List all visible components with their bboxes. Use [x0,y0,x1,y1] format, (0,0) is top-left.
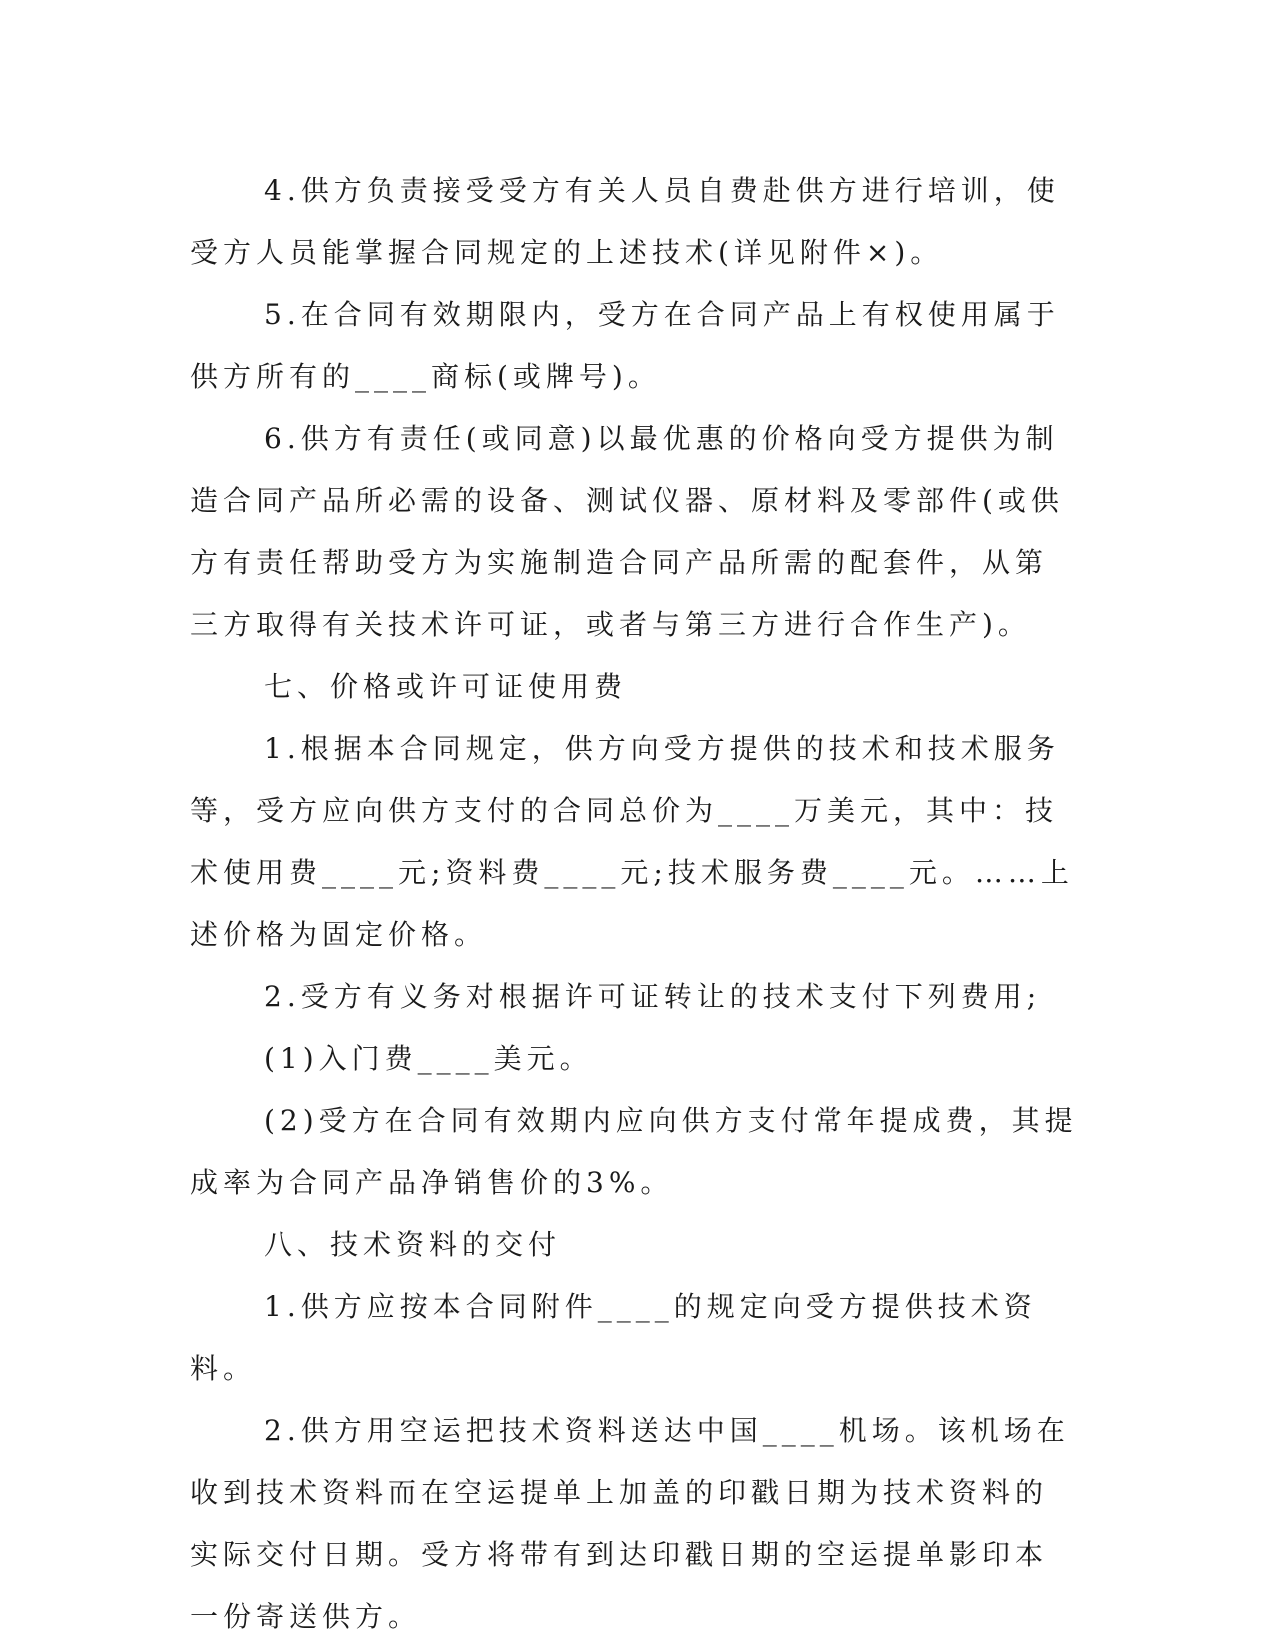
clause-7-1-total-price: 1.根据本合同规定，供方向受方提供的技术和技术服务等，受方应向供方支付的合同总价为____万美元，其中：技术使用费____元;资料费____元;技术服务费____元。……上述价格为固定价格。 [190,732,1074,951]
clause-5-trademark: 5.在合同有效期限内，受方在合同产品上有权使用属于供方所有的____商标(或牌号)。 [190,298,1060,393]
clause-6-equipment: 6.供方有责任(或同意)以最优惠的价格向受方提供为制造合同产品所必需的设备、测试仪器、原材料及零部件(或供方有责任帮助受方为实施制造合同产品所需的配套件，从第三方取得有关技术许可证，或者与第三方进行合作生产)。 [190,422,1064,641]
document-body [190,160,1080,1648]
clause-7-2-2-royalty: (2)受方在合同有效期内应向供方支付常年提成费，其提成率为合同产品净销售价的3%。 [190,1104,1078,1199]
clause-4-training: 4.供方负责接受受方有关人员自费赴供方进行培训，使受方人员能掌握合同规定的上述技术(详见附件×)。 [190,174,1060,269]
clause-8-2-air-delivery: 2.供方用空运把技术资料送达中国____机场。该机场在收到技术资料而在空运提单上加盖的印戳日期为技术资料的实际交付日期。受方将带有到达印戳日期的空运提单影印本一份寄送供方。 [190,1414,1070,1633]
section-7-heading: 七、价格或许可证使用费 [264,670,628,703]
clause-8-1-documents: 1.供方应按本合同附件____的规定向受方提供技术资料。 [190,1290,1037,1385]
clause-7-2-1-entry-fee: (1)入门费____美元。 [264,1042,593,1075]
section-8-heading: 八、技术资料的交付 [264,1228,562,1261]
clause-7-2-fees: 2.受方有义务对根据许可证转让的技术支付下列费用; [264,980,1042,1013]
